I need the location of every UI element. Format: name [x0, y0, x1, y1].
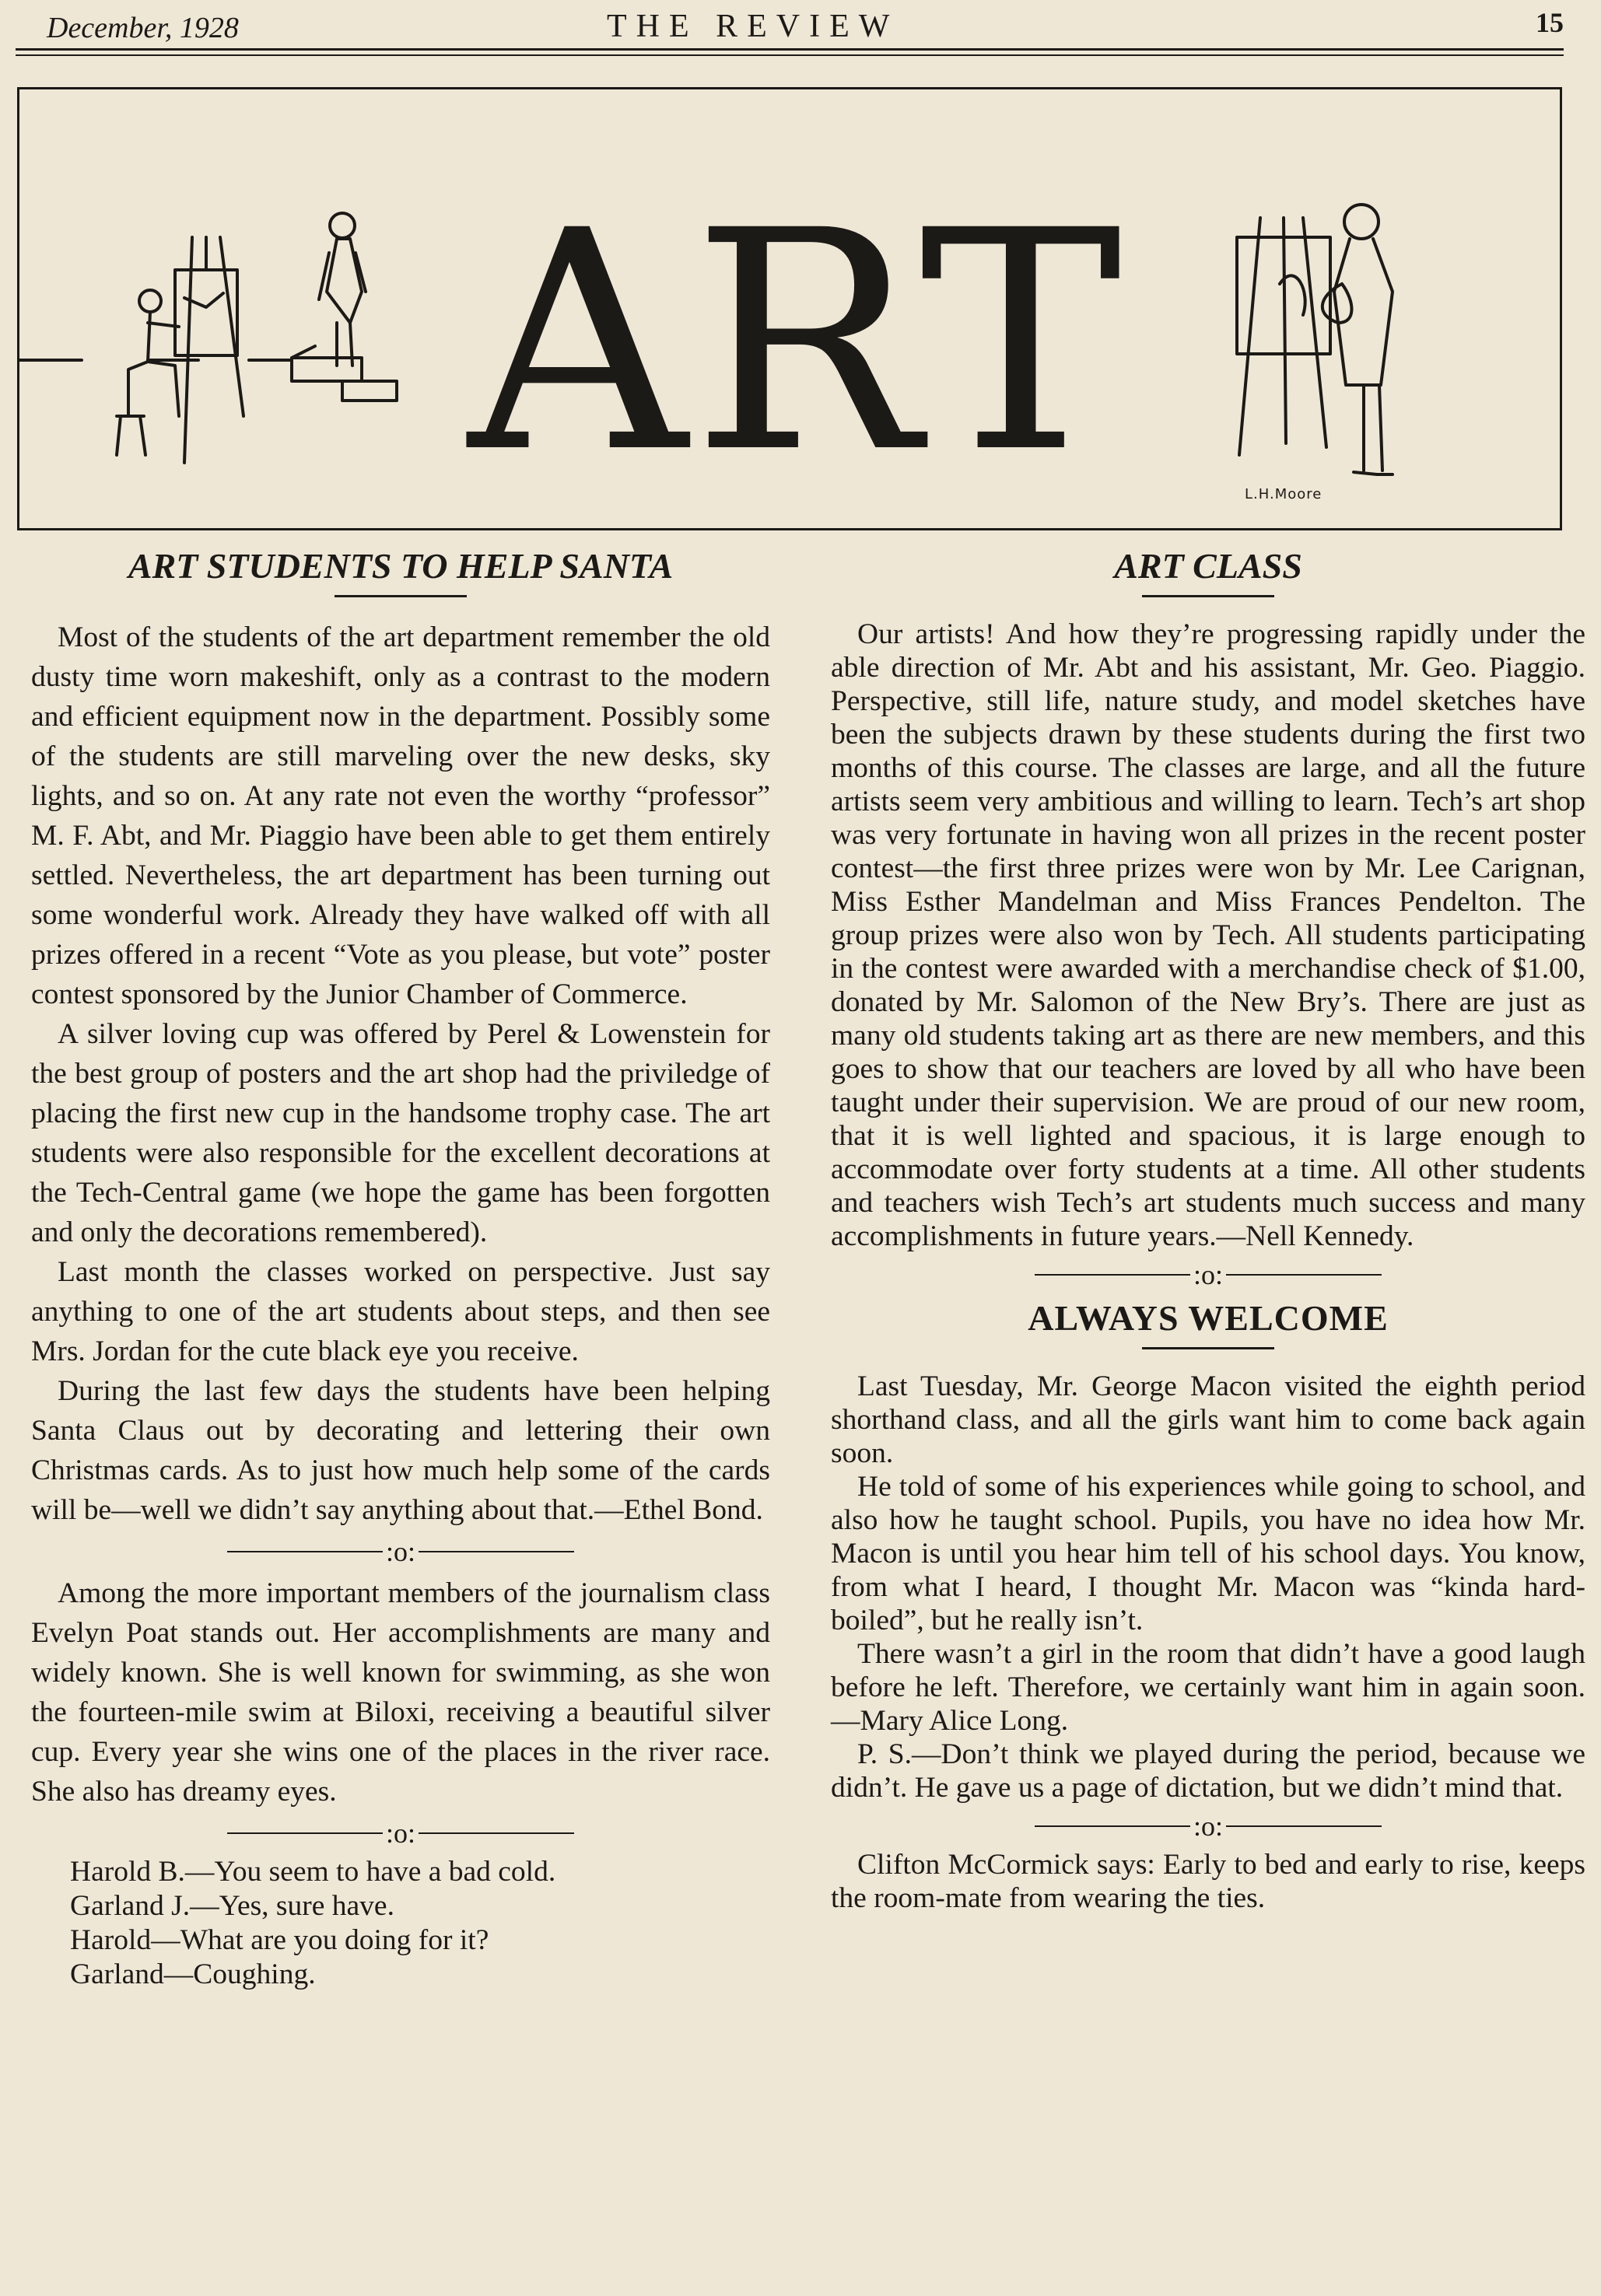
left-column — [31, 544, 770, 1992]
dialogue-line: Harold—What are you doing for it? — [70, 1924, 489, 1957]
article-paragraph: Last month the classes worked on perspective. Just say anything to one of the art students about steps, and then see Mrs. Jordan for the cute black eye you receive. — [31, 1256, 770, 1368]
header-rule-secondary — [16, 54, 1564, 56]
article-paragraph: Last Tuesday, Mr. George Macon visited the eighth period shorthand class, and all the girls want him to come back again soon. — [831, 1370, 1585, 1470]
article-art-class-body — [831, 618, 1585, 1253]
article-paragraph: Clifton McCormick says: Early to bed and early to rise, keeps the room-mate from wearing the ties. — [831, 1849, 1585, 1915]
artist-signature: L.H.Moore — [1245, 486, 1322, 502]
article-paragraph: Among the more important members of the journalism class Evelyn Poat stands out. Her accomplishments are many and widely known. She is well known for swimming, as she won the fourteen-mile swim at Biloxi, receiving a beautiful silver cup. Every year she wins one of the places in the river race. She also has dreamy eyes. — [31, 1577, 770, 1808]
standing-model-figure — [292, 213, 397, 401]
header-rule — [16, 48, 1564, 51]
headline-art-students: ART STUDENTS TO HELP SANTA — [128, 546, 674, 586]
headline-rule — [335, 595, 467, 597]
dialogue-line: Garland J.—Yes, sure have. — [70, 1890, 394, 1923]
article-paragraph: A silver loving cup was offered by Perel & Lowenstein for the best group of posters and the art shop had the priviledge of placing the first new cup in the handsome trophy case. The art students were also responsible for the excellent decorations at the Tech-Central game (we hope the game has been forgotten and only the decorations remembered). — [31, 1018, 770, 1249]
publication-title: THE REVIEW — [607, 9, 899, 44]
article-paragraph: Most of the students of the art department remember the old dusty time worn makeshift, only as a contrast to the modern and efficient equipment now in the department. Possibly some of the students are still marveling over the new desks, sky lights, and so on. At any rate not even the worthy “professor” M. F. Abt, and Mr. Piaggio have been able to get them entirely settled. Nevertheless, the art department has been turning out some wonderful work. Already they have walked off with all prizes offered in a recent “Vote as you please, but vote” poster contest sponsored by the Junior Chamber of Commerce. — [31, 621, 770, 1011]
joke-dialogue — [31, 1855, 770, 1992]
standing-painter-figure — [1237, 205, 1393, 474]
headline-rule — [1142, 1347, 1274, 1349]
page-number: 15 — [1536, 7, 1564, 38]
section-separator: :o: — [831, 1812, 1585, 1840]
article-art-students-body — [31, 618, 770, 1530]
banner-title: ART — [468, 166, 1127, 519]
section-separator: :o: — [31, 1819, 770, 1847]
right-column — [831, 544, 1585, 1915]
issue-date: December, 1928 — [47, 12, 239, 44]
headline-rule — [1142, 595, 1274, 597]
section-separator: :o: — [831, 1261, 1585, 1289]
section-separator: :o: — [31, 1538, 770, 1566]
article-paragraph: He told of some of his experiences while going to school, and also how he taught school. Pupils, you have no idea how Mr. Macon is until you hear him tell of his school days. You know, from what I heard, I thought Mr. Macon was “kinda hard-boiled”, but he really isn’t. — [831, 1471, 1585, 1637]
article-always-welcome-body — [831, 1370, 1585, 1804]
seated-painter-figure — [117, 237, 243, 463]
art-banner — [17, 87, 1562, 530]
dialogue-line: Harold B.—You seem to have a bad cold. — [70, 1856, 556, 1888]
article-mccormick-body — [831, 1848, 1585, 1915]
article-paragraph: Our artists! And how they’re progressing rapidly under the able direction of Mr. Abt and his assistant, Mr. Geo. Piaggio. Perspective, still life, nature study, and model sketches have been the subjects drawn by these students during the first two months of this course. The classes are large, and all the future artists seem very ambitious and willing to learn. Tech’s art shop was very fortunate in having won all prizes in the recent poster contest—the first three prizes were won by Mr. Lee Carignan, Miss Esther Mandelman and Miss Frances Pendelton. The group prizes were also won by Tech. All students participating in the contest were awarded with a merchandise check of $1.00, donated by Mr. Salomon of the New Bry’s. There are just as many old students taking art as there are new members, and this goes to show that our teachers are loved by all who have been taught under their supervision. We are proud of our new room, that it is well lighted and spacious, it is large enough to accommodate over forty students at a time. All other students and teachers wish Tech’s art students much success and many accomplishments in future years.—Nell Kennedy. — [831, 618, 1585, 1253]
article-evelyn-poat-body — [31, 1573, 770, 1811]
running-head — [47, 5, 1571, 54]
article-paragraph: During the last few days the students have been helping Santa Claus out by decorating and lettering their own Christmas cards. As to just how much help some of the cards will be—well we didn’t say anything about that.—Ethel Bond. — [31, 1375, 770, 1527]
headline-art-class: ART CLASS — [1114, 546, 1302, 586]
headline-always-welcome: ALWAYS WELCOME — [1028, 1298, 1389, 1339]
article-paragraph: There wasn’t a girl in the room that didn’t have a good laugh before he left. Therefore, we certainly want him in again soon.—Mary Alice Long. — [831, 1638, 1585, 1738]
article-paragraph: P. S.—Don’t think we played during the period, because we didn’t. He gave us a page of dictation, but we didn’t mind that. — [831, 1738, 1585, 1804]
dialogue-line: Garland—Coughing. — [70, 1958, 316, 1991]
